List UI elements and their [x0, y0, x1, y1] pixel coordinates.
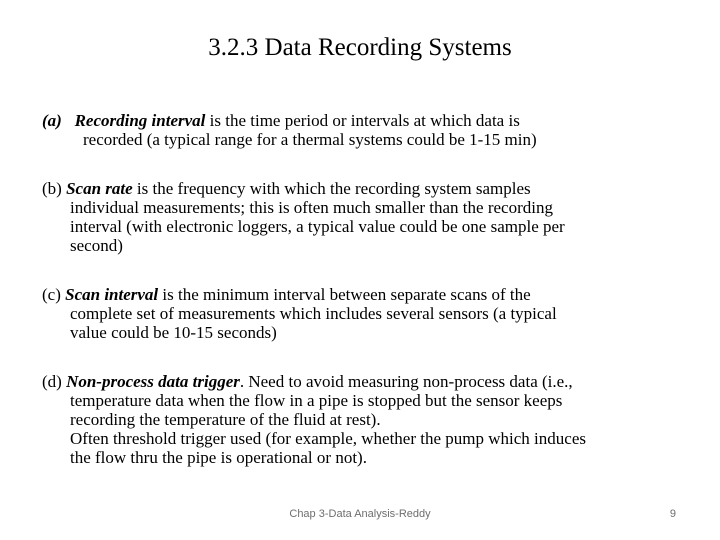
term-non-process-data-trigger: Non-process data trigger [66, 372, 240, 391]
list-item-recording-interval [42, 111, 692, 149]
slide-title: 3.2.3 Data Recording Systems [208, 34, 512, 61]
list-item-scan-rate [42, 179, 692, 255]
list-item-non-process-data-trigger [42, 372, 692, 467]
item-text: value could be 10-15 seconds) [70, 323, 277, 342]
item-text: second) [70, 236, 123, 255]
term-recording-interval: Recording interval [74, 111, 206, 130]
item-text: Often threshold trigger used (for example, whether the pump which induces [70, 429, 586, 448]
item-label: (c) [42, 285, 61, 304]
item-text: is the minimum interval between separate scans of the [158, 285, 531, 304]
term-scan-rate: Scan rate [66, 179, 133, 198]
item-text: recording the temperature of the fluid at rest). [70, 410, 381, 429]
item-label: (d) [42, 372, 62, 391]
item-text: interval (with electronic loggers, a typical value could be one sample per [70, 217, 565, 236]
item-text: . Need to avoid measuring non-process data (i.e., [239, 372, 573, 391]
page-number: 9 [669, 508, 676, 520]
item-text: complete set of measurements which includes several sensors (a typical [70, 304, 557, 323]
item-text: individual measurements; this is often much smaller than the recording [70, 198, 553, 217]
item-text: recorded (a typical range for a thermal systems could be 1-15 min) [83, 130, 537, 149]
item-label: (a) [42, 111, 62, 130]
item-text: temperature data when the flow in a pipe is stopped but the sensor keeps [70, 391, 563, 410]
item-text: is the time period or intervals at which data is [205, 111, 520, 130]
item-text: is the frequency with which the recording system samples [132, 179, 531, 198]
footer-text: Chap 3-Data Analysis-Reddy [289, 508, 431, 520]
list-item-scan-interval [42, 285, 692, 342]
term-scan-interval: Scan interval [65, 285, 159, 304]
item-label: (b) [42, 179, 62, 198]
item-text: the flow thru the pipe is operational or not). [70, 448, 367, 467]
